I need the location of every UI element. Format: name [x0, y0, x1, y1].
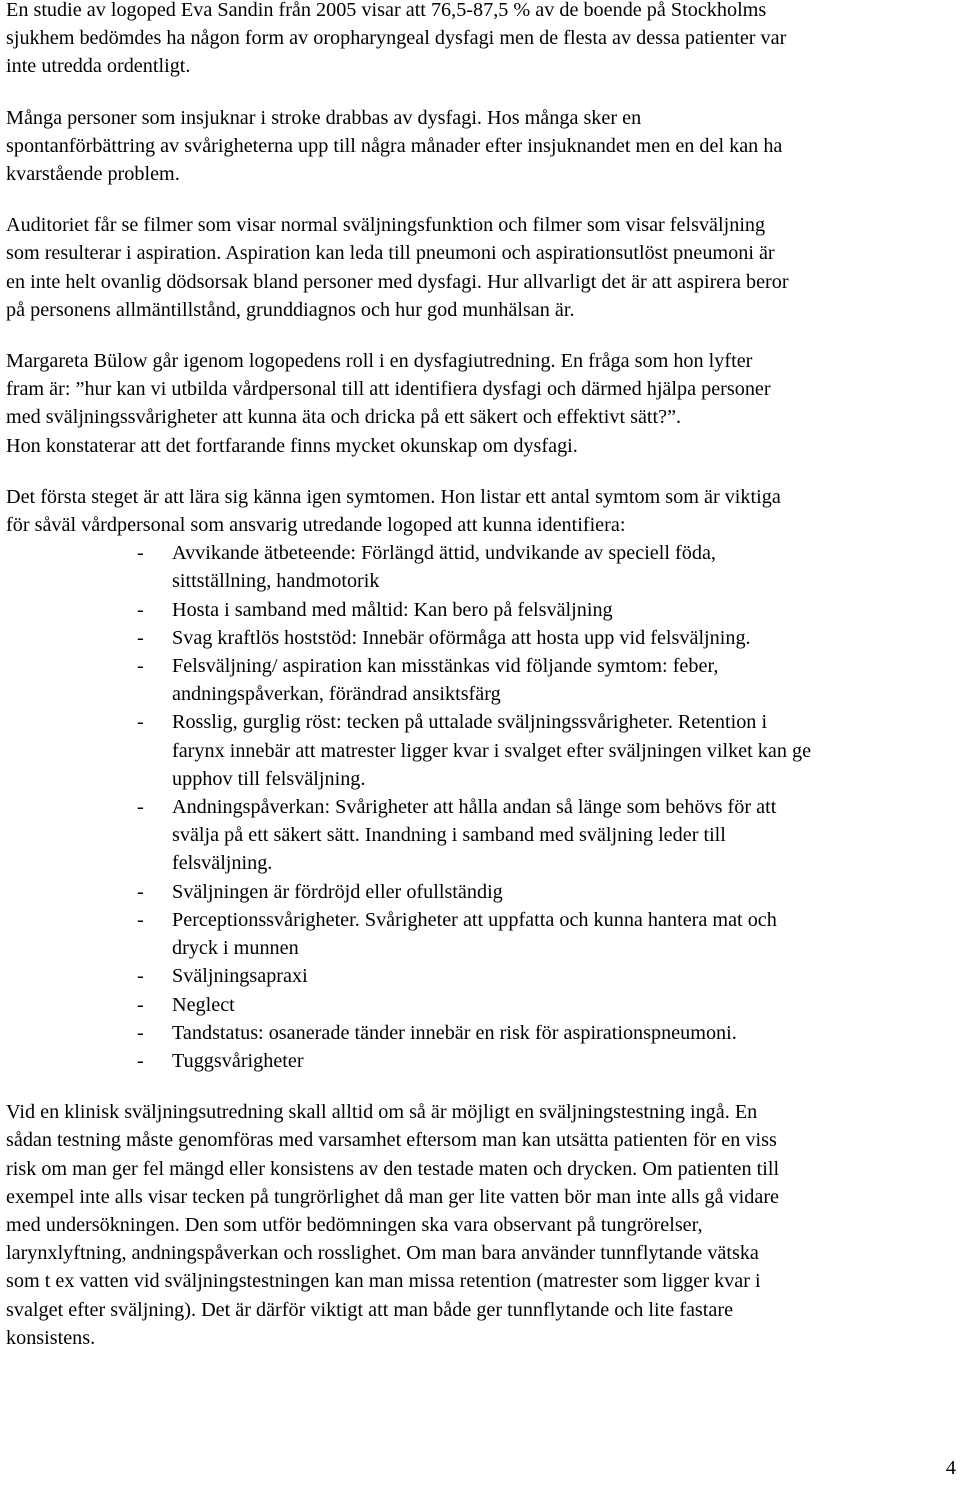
text-line: Hon konstaterar att det fortfarande finns mycket okunskap om dysfagi.: [6, 434, 578, 457]
list-item: [6, 596, 950, 624]
text-line: Svag kraftlös hoststöd: Innebär oförmåga att hosta upp vid felsväljning.: [172, 626, 751, 649]
paragraph-bulow: [6, 347, 950, 460]
text-line: Avvikande ätbeteende: Förlängd ättid, undvikande av speciell föda,: [172, 542, 716, 565]
list-item: [6, 1019, 950, 1047]
text-line: dryck i munnen: [172, 937, 299, 960]
text-line: Sväljningen är fördröjd eller ofullständig: [172, 880, 503, 903]
text-line: Rosslig, gurglig röst: tecken på uttalade sväljningssvårigheter. Retention i: [172, 711, 768, 734]
list-item: [6, 906, 950, 962]
list-dash: -: [137, 880, 144, 903]
text-line: spontanförbättring av svårigheterna upp till några månader efter insjuknandet men en del kan ha: [6, 134, 783, 157]
text-line: Vid en klinisk sväljningsutredning skall alltid om så är möjligt en sväljningstestning ingå. En: [6, 1101, 758, 1124]
text-line: en inte helt ovanlig dödsorsak bland personer med dysfagi. Hur allvarligt det är att aspirera beror: [6, 270, 789, 293]
text-line: med undersökningen. Den som utför bedömningen ska vara observant på tungrörelser,: [6, 1213, 703, 1236]
paragraph-films-aspiration: [6, 211, 950, 324]
text-line: Sväljningsapraxi: [172, 965, 308, 988]
text-line: med sväljningssvårigheter att kunna äta och dricka på ett säkert och effektivt sätt?”.: [6, 406, 682, 429]
text-line: kvarstående problem.: [6, 163, 180, 186]
text-line: inte utredda ordentligt.: [6, 55, 191, 78]
text-line: för såväl vårdpersonal som ansvarig utredande logoped att kunna identifiera:: [6, 514, 626, 537]
paragraph-list-intro: [6, 483, 950, 539]
list-item: [6, 708, 950, 793]
text-line: svälja på ett säkert sätt. Inandning i samband med sväljning leder till: [172, 824, 726, 847]
text-line: larynxlyftning, andningspåverkan och rosslighet. Om man bara använder tunnflytande vätska: [6, 1242, 759, 1265]
text-line: andningspåverkan, förändrad ansiktsfärg: [172, 683, 501, 706]
list-dash: -: [137, 542, 144, 565]
text-line: som t ex vatten vid sväljningstestningen kan man missa retention (matrester som ligger kvar i: [6, 1270, 761, 1293]
text-line: exempel inte alls visar tecken på tungrörlighet då man ger lite vatten bör man inte alls gå vidare: [6, 1185, 780, 1208]
symptom-list: [6, 539, 950, 1075]
text-line: Det första steget är att lära sig känna igen symtomen. Hon listar ett antal symtom som är viktiga: [6, 485, 781, 508]
paragraph-clinical-testing: [6, 1098, 950, 1352]
text-line: Många personer som insjuknar i stroke drabbas av dysfagi. Hos många sker en: [6, 106, 642, 129]
text-line: Auditoriet får se filmer som visar normal sväljningsfunktion och filmer som visar felsväljning: [6, 214, 766, 237]
text-line: Neglect: [172, 993, 235, 1016]
list-item: [6, 652, 950, 708]
text-line: Margareta Bülow går igenom logopedens roll i en dysfagiutredning. En fråga som hon lyfter: [6, 350, 753, 373]
page-number: 4: [945, 1457, 956, 1479]
list-dash: -: [137, 796, 144, 819]
list-dash: -: [137, 711, 144, 734]
text-line: Tandstatus: osanerade tänder innebär en risk för aspirationspneumoni.: [172, 1021, 737, 1044]
list-dash: -: [137, 626, 144, 649]
list-item: [6, 539, 950, 595]
text-line: konsistens.: [6, 1326, 96, 1349]
text-line: på personens allmäntillstånd, grunddiagnos och hur god munhälsan är.: [6, 298, 575, 321]
text-line: sjukhem bedömdes ha någon form av oropharyngeal dysfagi men de flesta av dessa patienter var: [6, 27, 787, 50]
text-line: svalget efter sväljning). Det är därför viktigt att man både ger tunnflytande och lite fastare: [6, 1298, 734, 1321]
list-item: [6, 878, 950, 906]
text-line: Felsväljning/ aspiration kan misstänkas vid följande symtom: feber,: [172, 655, 719, 678]
text-line: En studie av logoped Eva Sandin från 2005 visar att 76,5-87,5 % av de boende på Stockholms: [6, 0, 767, 21]
list-dash: -: [137, 993, 144, 1016]
document-page: [6, 0, 950, 1375]
text-line: Tuggsvårigheter: [172, 1049, 304, 1072]
text-line: risk om man ger fel mängd eller konsistens av den testade maten och drycken. Om patienten till: [6, 1157, 780, 1180]
list-dash: -: [137, 1021, 144, 1044]
list-item: [6, 991, 950, 1019]
text-line: fram är: ”hur kan vi utbilda vårdpersonal till att identifiera dysfagi och därmed hjälpa personer: [6, 378, 771, 401]
list-item: [6, 1047, 950, 1075]
paragraph-stroke: [6, 104, 950, 189]
text-line: som resulterar i aspiration. Aspiration kan leda till pneumoni och aspirationsutlöst pneumoni är: [6, 242, 775, 265]
text-line: upphov till felsväljning.: [172, 767, 366, 790]
list-dash: -: [137, 908, 144, 931]
list-dash: -: [137, 965, 144, 988]
list-item: [6, 962, 950, 990]
text-line: sittställning, handmotorik: [172, 570, 380, 593]
list-dash: -: [137, 655, 144, 678]
text-line: felsväljning.: [172, 852, 273, 875]
list-item: [6, 624, 950, 652]
text-line: farynx innebär att matrester ligger kvar i svalget efter sväljningen vilket kan ge: [172, 739, 812, 762]
text-line: Hosta i samband med måltid: Kan bero på felsväljning: [172, 598, 613, 621]
text-line: sådan testning måste genomföras med varsamhet eftersom man kan utsätta patienten för en viss: [6, 1129, 777, 1152]
list-item: [6, 793, 950, 878]
paragraph-sandin-study: [6, 0, 950, 81]
list-dash: -: [137, 598, 144, 621]
list-dash: -: [137, 1049, 144, 1072]
text-line: Perceptionssvårigheter. Svårigheter att uppfatta och kunna hantera mat och: [172, 908, 777, 931]
text-line: Andningspåverkan: Svårigheter att hålla andan så länge som behövs för att: [172, 796, 777, 819]
